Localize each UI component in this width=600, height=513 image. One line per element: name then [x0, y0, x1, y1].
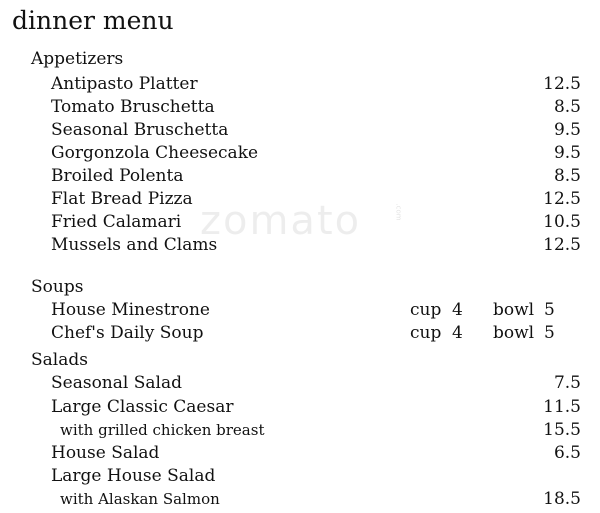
menu-item — [0, 396, 600, 418]
cup-label: cup — [410, 300, 442, 320]
menu-item-name: Mussels and Clams — [51, 235, 218, 255]
menu-item-price: 7.5 — [553, 373, 581, 393]
menu-item-name: Large Classic Caesar — [51, 397, 234, 417]
menu-item-price: 15.5 — [543, 420, 581, 440]
section-heading-salads: Salads — [31, 350, 88, 370]
menu-item-price: 12.5 — [543, 235, 581, 255]
menu-item-name: House Minestrone — [51, 300, 210, 320]
menu-item-name: Tomato Bruschetta — [51, 97, 215, 117]
menu-item — [0, 119, 600, 141]
bowl-label: bowl — [493, 323, 535, 343]
menu-item-price: 18.5 — [543, 489, 581, 509]
menu-item-price: 8.5 — [553, 97, 581, 117]
cup-label: cup — [410, 323, 442, 343]
watermark-logo: zomato — [200, 198, 362, 244]
page-title: dinner menu — [12, 6, 174, 35]
menu-item-name: Gorgonzola Cheesecake — [51, 143, 259, 163]
menu-item-price: 12.5 — [543, 74, 581, 94]
menu-item-price: 6.5 — [553, 443, 581, 463]
menu-item-name: with grilled chicken breast — [60, 421, 265, 439]
bowl-label: bowl — [493, 300, 535, 320]
menu-item-name: Antipasto Platter — [51, 74, 198, 94]
menu-item — [0, 96, 600, 118]
menu-item — [0, 165, 600, 187]
menu-item-name: Chef's Daily Soup — [51, 323, 204, 343]
menu-item — [0, 73, 600, 95]
menu-item — [0, 442, 600, 464]
menu-item-name: Fried Calamari — [51, 212, 182, 232]
soup-item — [0, 322, 600, 344]
menu-item — [0, 234, 600, 256]
menu-item — [0, 142, 600, 164]
watermark-domain: .com — [394, 203, 403, 221]
menu-item — [0, 372, 600, 394]
menu-item-name: Broiled Polenta — [51, 166, 184, 186]
menu-item-name: Large House Salad — [51, 466, 216, 486]
menu-item — [0, 465, 600, 487]
menu-item-price: 11.5 — [543, 397, 581, 417]
menu-item-name: Flat Bread Pizza — [51, 189, 193, 209]
bowl-price: 5 — [544, 323, 555, 343]
cup-price: 4 — [452, 300, 463, 320]
menu-item-price: 12.5 — [543, 189, 581, 209]
menu-item-price: 10.5 — [543, 212, 581, 232]
menu-item — [0, 188, 600, 210]
menu-item-name: House Salad — [51, 443, 160, 463]
menu-item-name: Seasonal Bruschetta — [51, 120, 229, 140]
menu-item — [0, 211, 600, 233]
section-heading-appetizers: Appetizers — [31, 49, 124, 69]
menu-item-name: Seasonal Salad — [51, 373, 182, 393]
menu-item-name: with Alaskan Salmon — [60, 490, 220, 508]
bowl-price: 5 — [544, 300, 555, 320]
menu-item-price: 9.5 — [553, 120, 581, 140]
menu-item-addon — [0, 488, 600, 510]
soup-item — [0, 299, 600, 321]
section-heading-soups: Soups — [31, 277, 84, 297]
cup-price: 4 — [452, 323, 463, 343]
menu-item-addon — [0, 419, 600, 441]
menu-item-price: 9.5 — [553, 143, 581, 163]
menu-item-price: 8.5 — [553, 166, 581, 186]
